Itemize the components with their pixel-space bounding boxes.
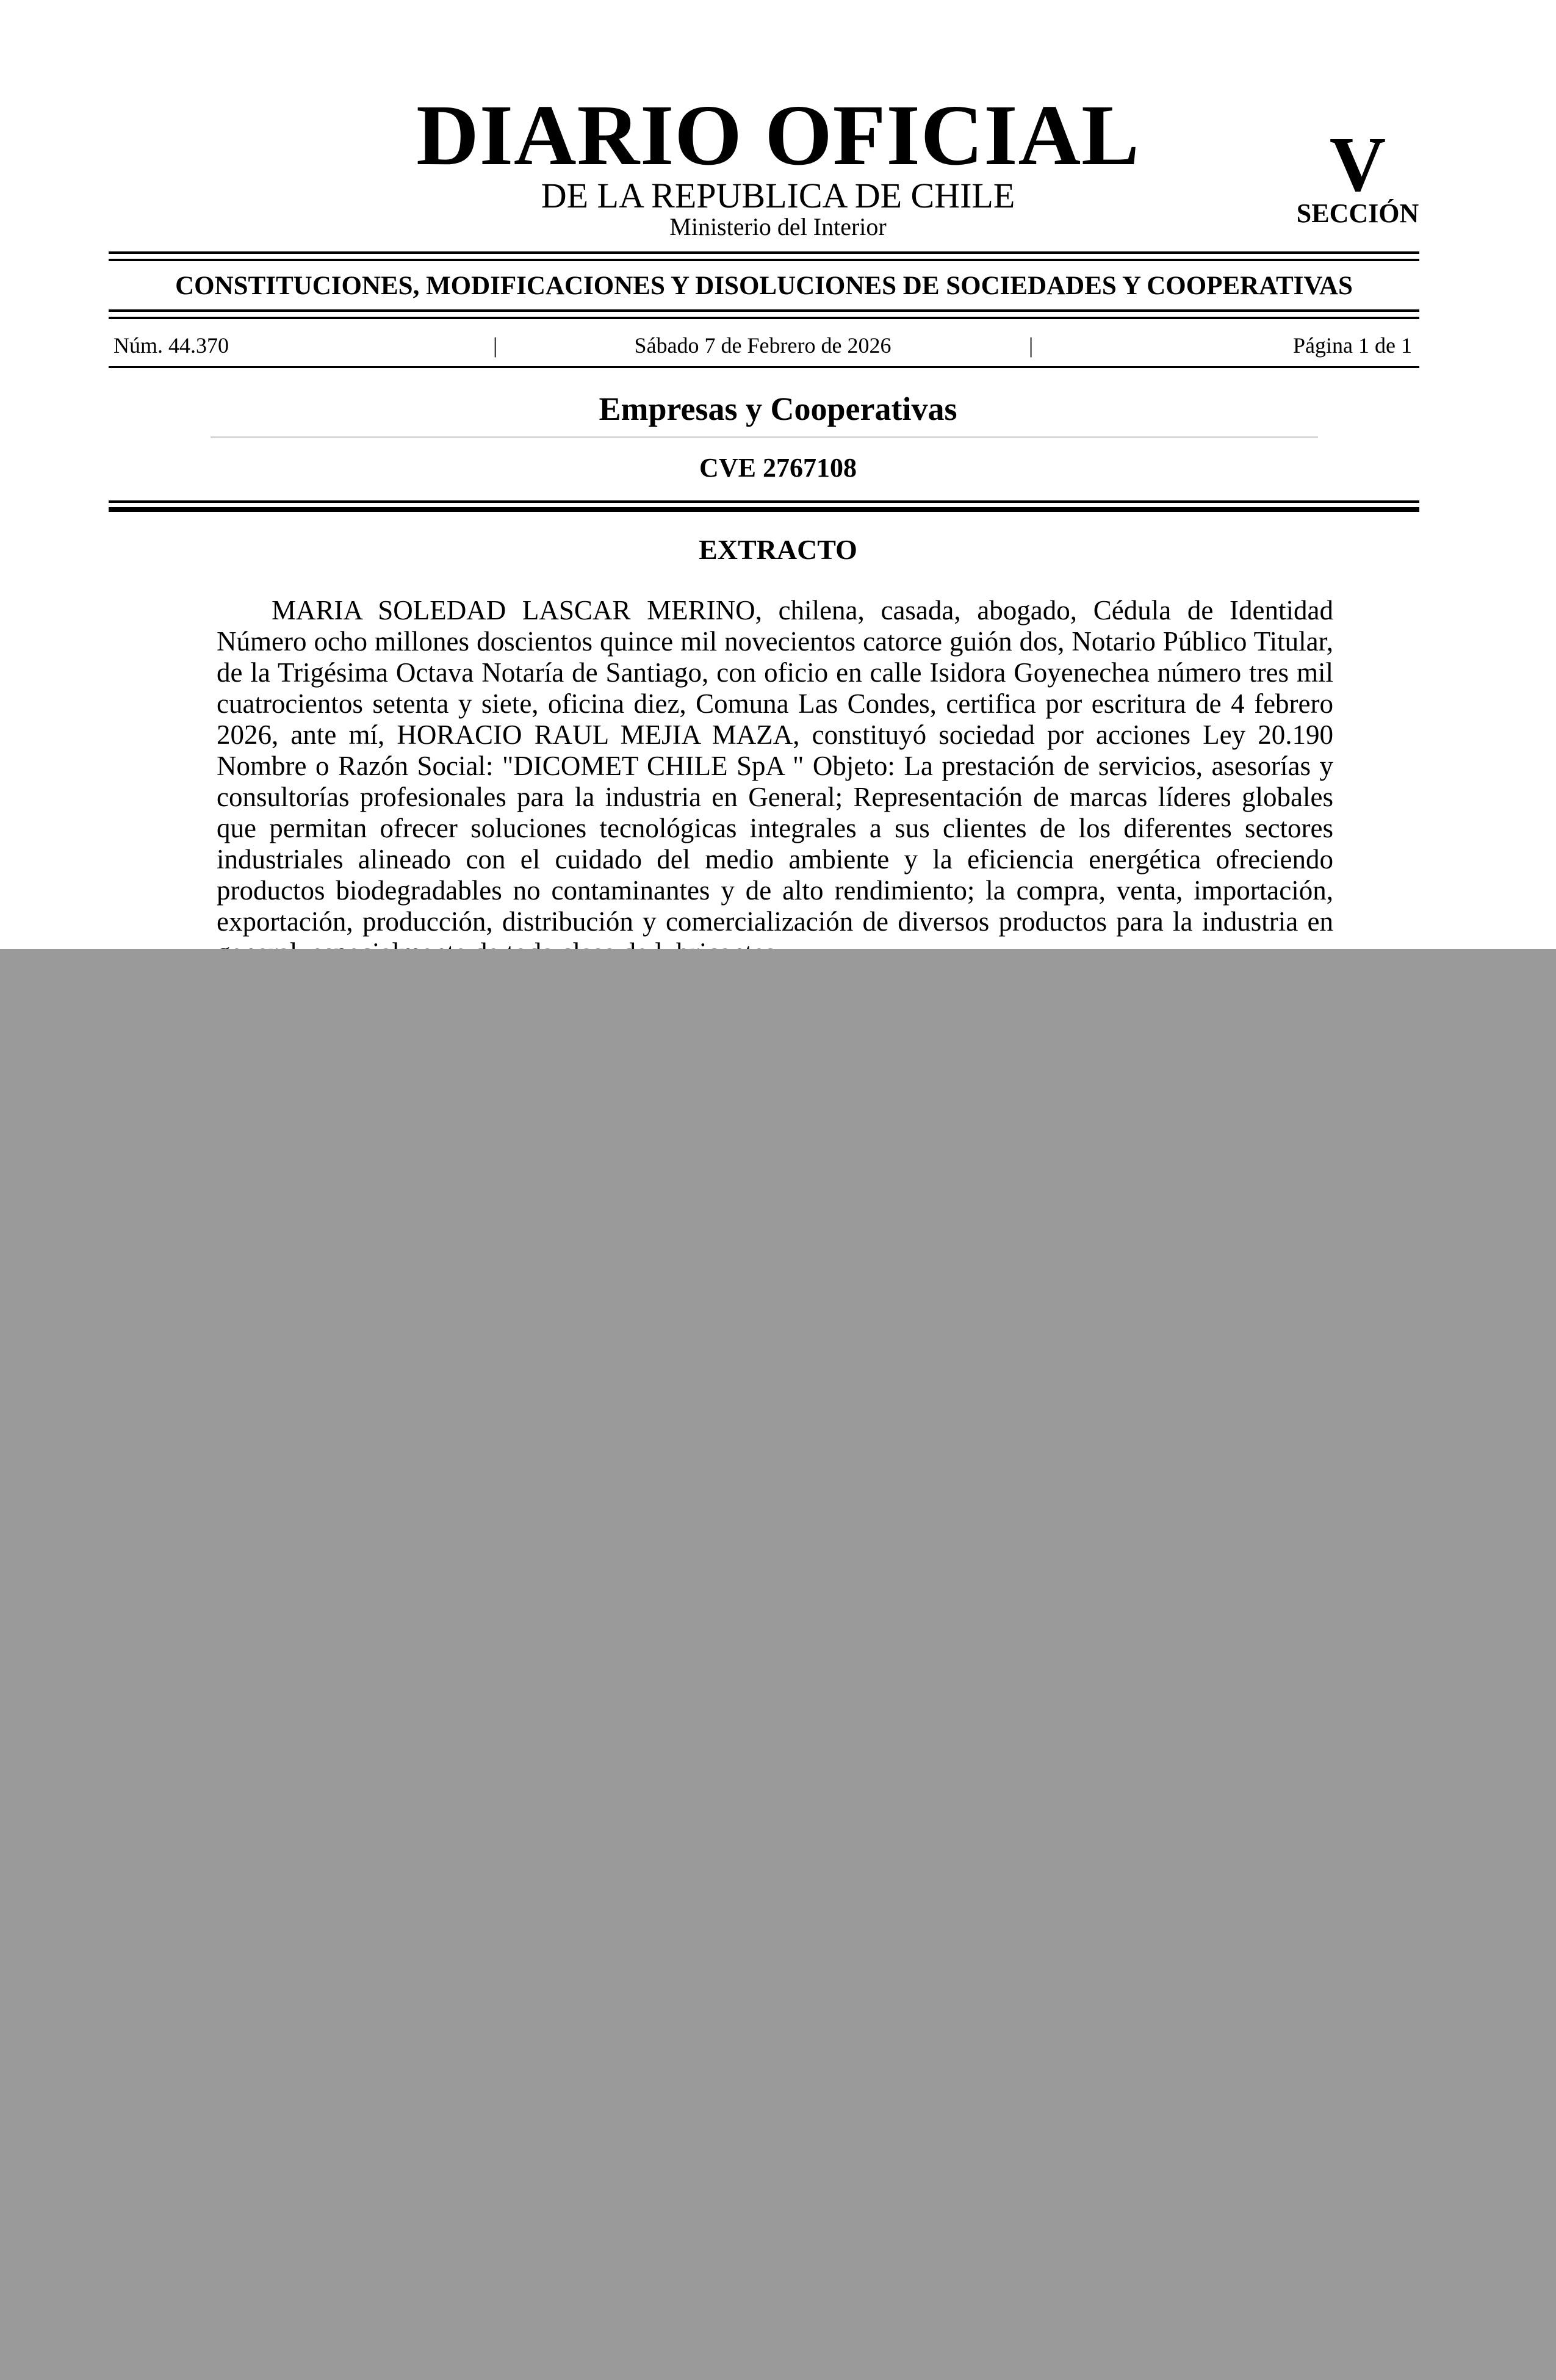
masthead-title: DIARIO OFICIAL	[416, 87, 1140, 183]
rule-mid-1	[109, 309, 1419, 312]
meta-separator-right: |	[1029, 333, 1034, 358]
category-heading: CONSTITUCIONES, MODIFICACIONES Y DISOLUCIONES DE SOCIEDADES Y COOPERATIVAS	[175, 272, 1353, 300]
section-letter: V	[1329, 121, 1386, 207]
extracto-body: MARIA SOLEDAD LASCAR MERINO, chilena, casada, abogado, Cédula de Identidad Número ocho millones doscientos quince mil novecientos catorce guión dos, Notario Público Titular, de la Trigésima Octava Notaría de Santiago, con oficio en calle Isidora Goyenechea número tres mil cuatrocientos setenta y siete, oficina diez, Comuna Las Condes, certifica por escritura de 4 febrero 2026, ante mí, HORACIO RAUL MEJIA MAZA, constituyó sociedad por acciones Ley 20.190 Nombre o Razón Social: "DICOMET CHILE SpA " Objeto: La prestación de servicios, asesorías y consultorías profesionales para la industria en General; Representación de marcas líderes globales que permitan ofrecer soluciones tecnológicas integrales a sus clientes de los diferentes sectores industriales alineado con el cuidado del medio ambiente y la eficiencia energética ofreciendo productos biodegradables no contaminantes y de alto rendimiento; la compra, venta, importación, exportación, producción, distribución y comercialización de diversos productos para la industria en	[217, 595, 1333, 937]
page-indicator: Página 1 de 1	[1293, 333, 1412, 358]
meta-separator-left: |	[493, 333, 498, 358]
cve-code: CVE 2767108	[699, 453, 857, 483]
extracto-heading: EXTRACTO	[699, 534, 857, 565]
masthead-ministry: Ministerio del Interior	[669, 213, 887, 240]
rule-cve-1	[109, 500, 1419, 503]
rule-meta-bottom	[109, 366, 1419, 368]
section-word: SECCIÓN	[1296, 198, 1419, 228]
section-title: Empresas y Cooperativas	[599, 391, 957, 427]
rule-top-2	[109, 259, 1419, 261]
gray-overlay	[0, 949, 1556, 2380]
issue-number: Núm. 44.370	[113, 333, 229, 358]
section-divider	[211, 436, 1318, 438]
issue-date: Sábado 7 de Febrero de 2026	[634, 333, 891, 358]
rule-top-1	[109, 251, 1419, 254]
rule-cve-2	[109, 507, 1419, 512]
rule-mid-2	[109, 317, 1419, 319]
masthead-subtitle: DE LA REPUBLICA DE CHILE	[541, 176, 1015, 215]
